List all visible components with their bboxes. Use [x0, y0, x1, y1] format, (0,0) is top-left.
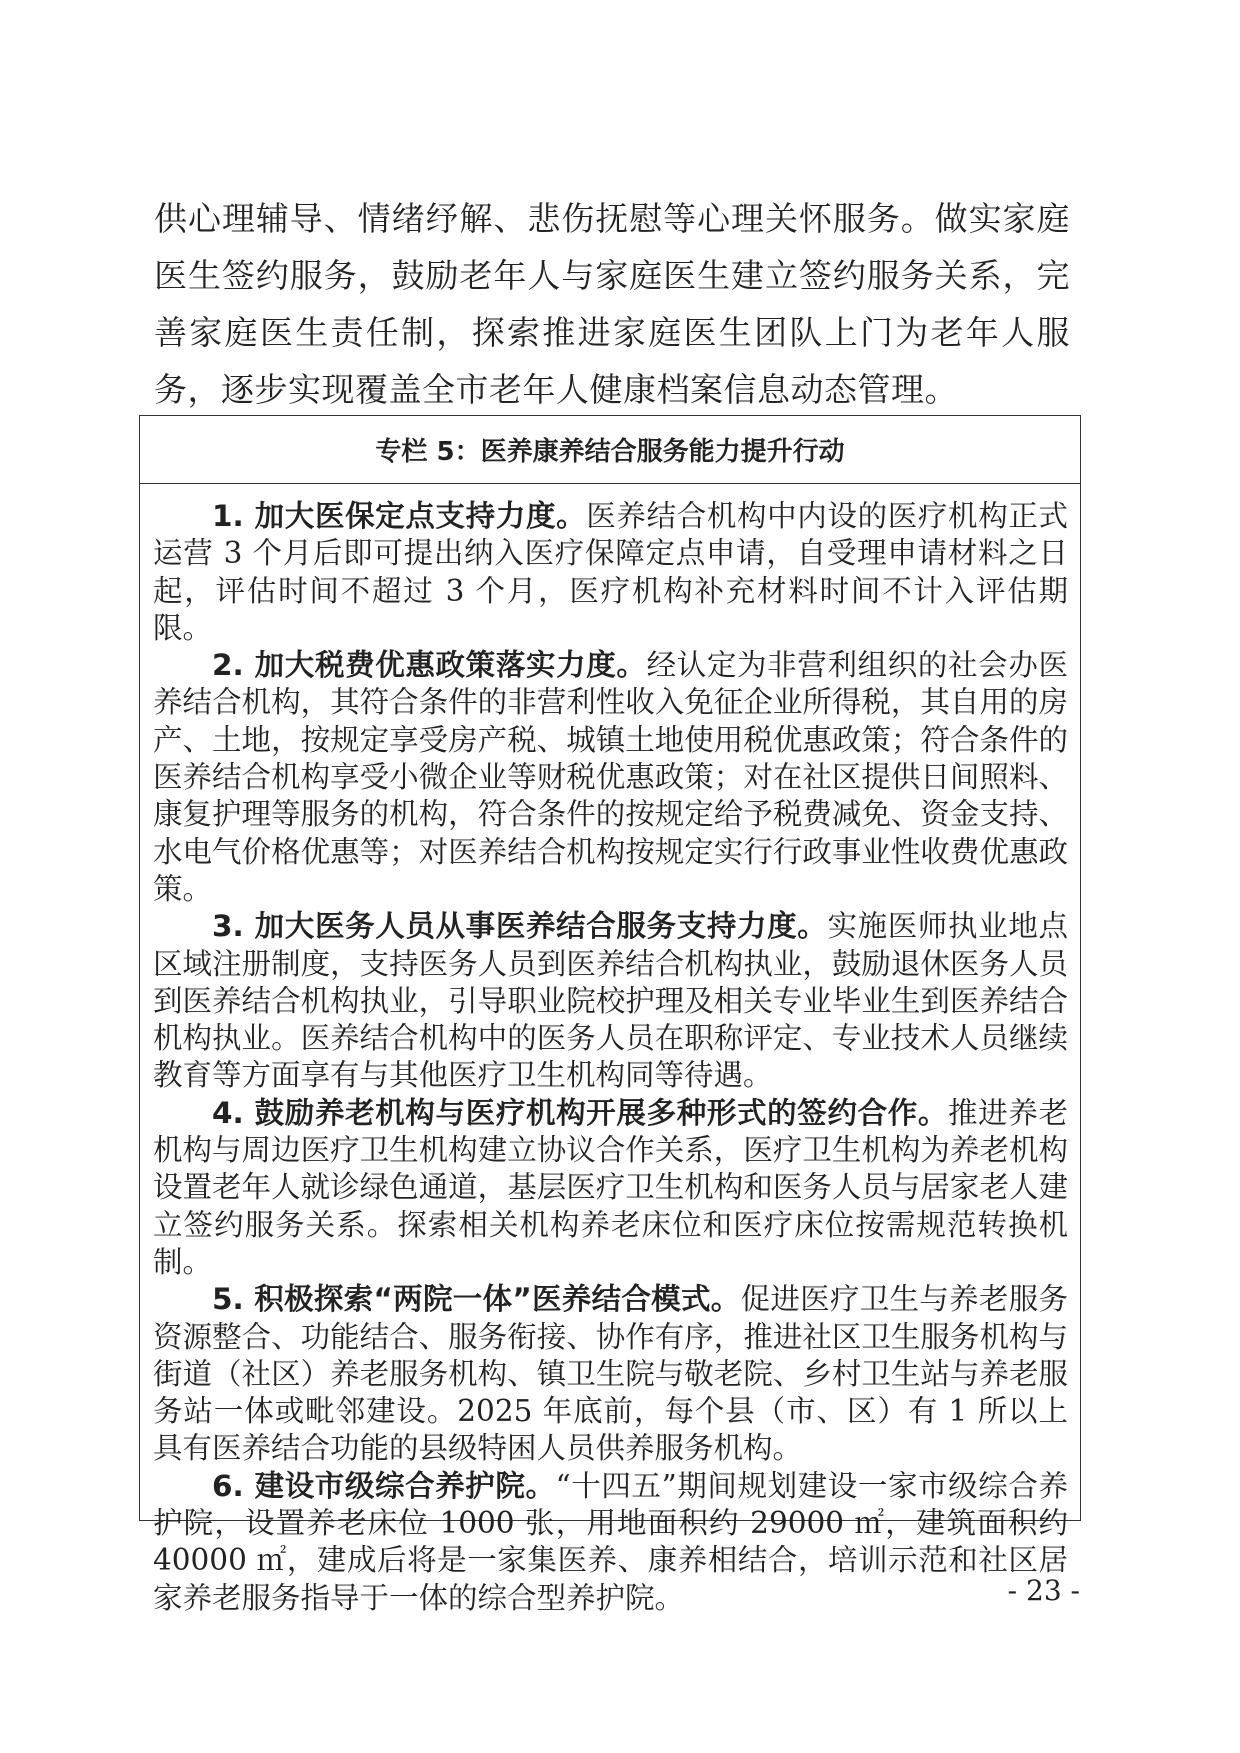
intro-paragraph: 供心理辅导、情绪纾解、悲伤抚慰等心理关怀服务。做实家庭医生签约服务，鼓励老年人与家庭医生建立签约服务关系，完善家庭医生责任制，探索推进家庭医生团队上门为老年人服务，逐步实现覆盖全市老年人健康档案信息动态管理。 [154, 199, 1070, 409]
item-text: 实施医师执业地点区域注册制度，支持医务人员到医养结合机构执业，鼓励退休医务人员到医养结合机构执业，引导职业院校护理及相关专业毕业生到医养结合机构执业。医养结合机构中的医务人员在职称评定、专业技术人员继续教育等方面享有与其他医疗卫生机构同等待遇。 [153, 909, 1068, 1093]
box-item-5 [153, 1281, 1068, 1467]
item-text: 医养结合机构中内设的医疗机构正式运营 3 个月后即可提出纳入医疗保障定点申请，自受理申请材料之日起，评估时间不超过 3 个月，医疗机构补充材料时间不计入评估期限。 [153, 499, 1068, 645]
box-item-6 [153, 1468, 1068, 1617]
item-text: 经认定为非营利组织的社会办医养结合机构，其符合条件的非营利性收入免征企业所得税，其自用的房产、土地，按规定享受房产税、城镇土地使用税优惠政策；符合条件的医养结合机构享受小微企业等财税优惠政策；对在社区提供日间照料、康复护理等服务的机构，符合条件的按规定给予税费减免、资金支持、水电气价格优惠等；对医养结合机构按规定实行行政事业性收费优惠政策。 [153, 648, 1068, 906]
item-heading: 6. 建设市级综合养护院。 [212, 1468, 556, 1503]
item-text: 促进医疗卫生与养老服务资源整合、功能结合、服务衔接、协作有序，推进社区卫生服务机构与街道（社区）养老服务机构、镇卫生院与敬老院、乡村卫生站与养老服务站一体或毗邻建设。2025 年底前，每个县（市、区）有 1 所以上具有医养结合功能的县级特困人员供养服务机构。 [153, 1282, 1068, 1466]
item-heading: 5. 积极探索“两院一体”医养结合模式。 [212, 1282, 741, 1317]
box-item-2 [153, 647, 1068, 908]
page-number: - 23 - [1007, 1574, 1080, 1607]
feature-box-body [140, 484, 1080, 1617]
item-heading: 4. 鼓励养老机构与医疗机构开展多种形式的签约合作。 [212, 1095, 949, 1130]
item-heading: 2. 加大税费优惠政策落实力度。 [212, 648, 647, 683]
box-item-3 [153, 908, 1068, 1094]
box-item-1 [153, 498, 1068, 647]
box-item-4 [153, 1095, 1068, 1281]
item-heading: 3. 加大医务人员从事医养结合服务支持力度。 [212, 909, 828, 944]
feature-box-title: 专栏 5：医养康养结合服务能力提升行动 [140, 416, 1080, 484]
item-text: 推进养老机构与周边医疗卫生机构建立协议合作关系，医疗卫生机构为养老机构设置老年人就诊绿色通道，基层医疗卫生机构和医务人员与居家老人建立签约服务关系。探索相关机构养老床位和医疗床位按需规范转换机制。 [153, 1095, 1068, 1279]
item-heading: 1. 加大医保定点支持力度。 [212, 499, 587, 533]
item-text: “十四五”期间规划建设一家市级综合养护院，设置养老床位 1000 张，用地面积约 29000 ㎡，建筑面积约 40000 ㎡，建成后将是一家集医养、康养相结合，培训示范和社区居家养老服务指导于一体的综合型养护院。 [153, 1468, 1068, 1615]
